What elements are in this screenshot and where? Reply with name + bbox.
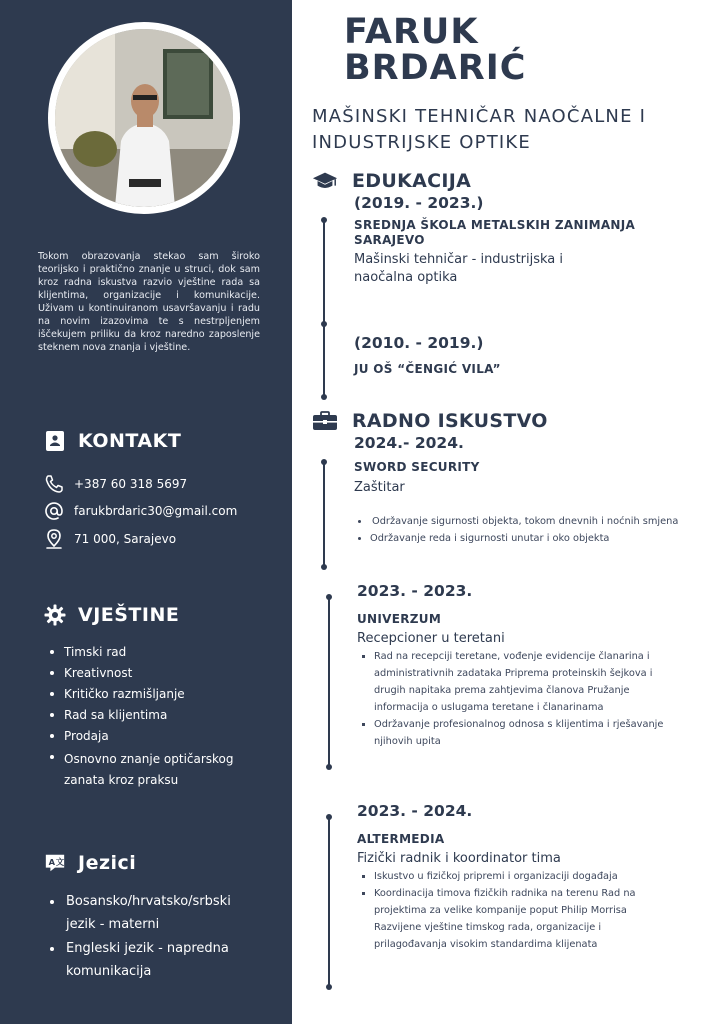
job-bullets [360,868,672,953]
contact-heading-label: KONTAKT [78,430,182,452]
job-role: Zaštitar [354,480,405,495]
list-item: Prodaja [50,728,250,744]
list-item: Održavanje sigurnosti objekta, tokom dnevnih i noćnih smjena [356,513,686,530]
languages-list [50,890,260,984]
profile-photo [55,29,233,207]
location-pin-icon [44,529,64,549]
job-period: 2024.- 2024. [354,434,464,452]
contact-heading [44,430,181,452]
languages-heading-label: Jezici [78,852,137,874]
job-period: 2023. - 2023. [357,582,473,600]
education-heading [312,168,471,194]
list-item: Osnovno znanje optičarskog zanata kroz praksu [50,749,250,791]
education-timeline-line [323,324,325,397]
job-bullets [360,648,682,750]
svg-text:文: 文 [55,856,65,867]
list-item: Održavanje reda i sigurnosti unutar i oko objekta [356,530,686,547]
translate-icon [44,852,66,874]
address-text: 71 000, Sarajevo [74,532,177,546]
timeline-dot [326,764,332,770]
education-period: (2010. - 2019.) [354,334,484,352]
list-item: Bosansko/hrvatsko/srbski jezik - materni [50,890,260,936]
experience-heading-label: RADNO ISKUSTVO [352,410,548,432]
skills-list [50,644,250,796]
job-period: 2023. - 2024. [357,802,473,820]
contact-phone[interactable] [44,474,187,494]
list-item: Iskustvo u fizičkoj pripremi i organizaciji događaja [360,868,672,885]
timeline-dot [326,984,332,990]
graduation-cap-icon [312,168,338,194]
school-program: Mašinski tehničar - industrijska i naočalna optika [354,252,564,285]
list-item: Kreativnost [50,665,250,681]
list-item: Održavanje profesionalnog odnosa s klijentima i rješavanje njihovih upita [360,716,682,750]
first-name: FARUK [344,12,479,52]
phone-number: +387 60 318 5697 [74,477,188,491]
contact-card-icon [44,430,66,452]
experience-timeline-line [323,462,325,567]
company-name: UNIVERZUM [357,612,442,626]
list-item: Koordinacija timova fizičkih radnika na terenu Rad na projektima za velike kompanije poput Philip Morrisa Razvijene vještine timskog rada, organizacije i prilagođavanja visokim standardima klijenata [360,885,672,953]
experience-timeline-line [328,597,330,767]
sidebar [0,0,292,1024]
experience-timeline-line [328,817,330,987]
job-role: Recepcioner u teretani [357,631,505,646]
at-sign-icon [44,501,64,521]
list-item: Engleski jezik - napredna komunikacija [50,937,260,983]
list-item: Rad na recepciji teretane, vođenje evidencije članarina i administrativnih zadataka Priprema proteinskih šejkova i drugih napitaka prema zahtjevima članova Pružanje informacija o uslugama teretane i članarinama [360,648,682,716]
job-role: Fizički radnik i koordinator tima [357,851,561,866]
list-item: Timski rad [50,644,250,660]
school-name: SREDNJA ŠKOLA METALSKIH ZANIMANJA SARAJEVO [354,218,636,247]
education-heading-label: EDUKACIJA [352,170,472,192]
timeline-dot [321,217,327,223]
skills-heading [44,604,179,626]
company-name: SWORD SECURITY [354,460,480,474]
list-item: Rad sa klijentima [50,707,250,723]
experience-heading [312,408,548,434]
job-title: MAŠINSKI TEHNIČAR NAOČALNE I INDUSTRIJSKE OPTIKE [312,106,647,153]
list-item: Kritičko razmišljanje [50,686,250,702]
profile-photo-ring [48,22,240,214]
last-name: BRDARIĆ [344,48,527,88]
timeline-dot [321,394,327,400]
gear-icon [44,604,66,626]
email-address: farukbrdaric30@gmail.com [74,504,238,518]
skills-heading-label: VJEŠTINE [78,604,180,626]
school-name: JU OŠ “ČENGIĆ VILA” [354,362,501,376]
languages-heading [44,852,136,874]
timeline-dot [321,564,327,570]
education-period: (2019. - 2023.) [354,194,484,212]
briefcase-icon [312,408,338,434]
job-bullets [356,513,686,547]
person-photo-icon [55,29,233,207]
about-text: Tokom obrazovanja stekao sam široko teorijsko i praktično znanje u struci, dok sam kroz radna iskustva razvio vještine rada sa klijentima, organizacije i komunikacije. Uživam u kontinuiranom usavršavanju i radu na novim izazovima te s nestrpljenjem iščekujem priliku da kroz naredno zaposlenje steknem nova znanja i vještine. [38,251,260,353]
contact-address [44,529,176,549]
contact-email[interactable] [44,501,237,521]
company-name: ALTERMEDIA [357,832,445,846]
phone-icon [44,474,64,494]
svg-text:A: A [48,856,56,867]
full-name [344,14,526,86]
